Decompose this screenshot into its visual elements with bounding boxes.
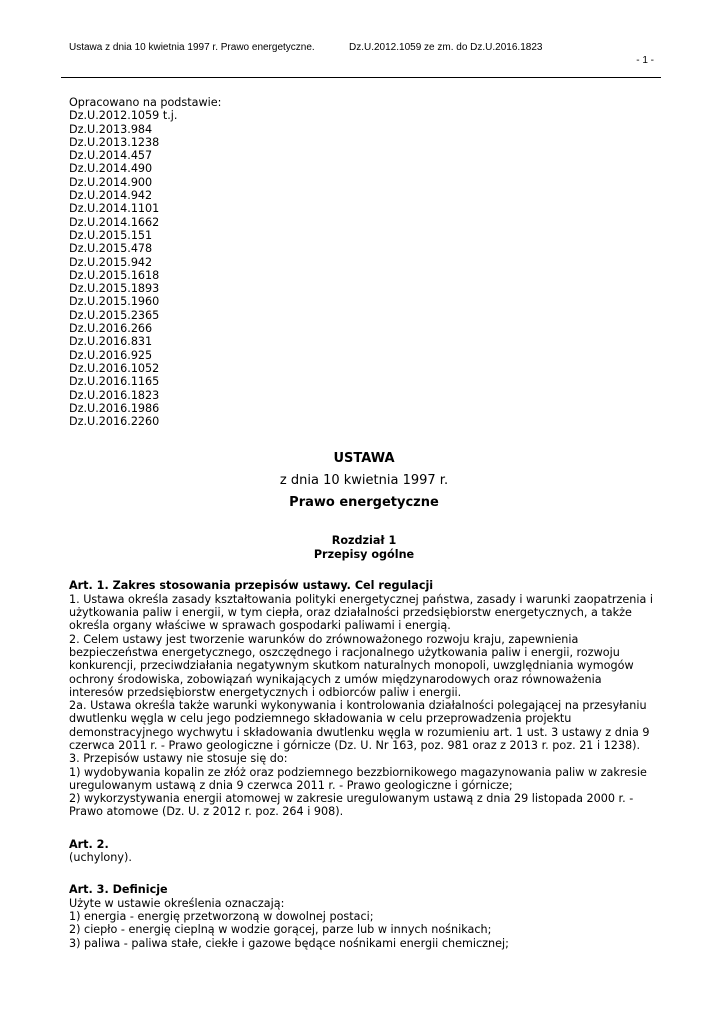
article-point: 1) wydobywania kopalin ze złóż oraz podziemnego bezzbiornikowego magazynowania paliw w zakresie uregulowanym ustawą z dnia 9 czerwca 2011 r. - Prawo geologiczne i górnicze; — [69, 765, 647, 792]
page-number: - 1 - — [636, 55, 654, 66]
header-divider — [61, 77, 661, 78]
article-3 — [69, 883, 659, 949]
source-item: Dz.U.2013.984 — [69, 122, 153, 136]
chapter-heading — [69, 534, 659, 562]
source-item: Dz.U.2015.1893 — [69, 282, 160, 296]
source-item: Dz.U.2014.457 — [69, 149, 153, 163]
header-journal-reference: Dz.U.2012.1059 ze zm. do Dz.U.2016.1823 — [349, 42, 543, 53]
article-paragraph: 2a. Ustawa określa także warunki wykonywania i kontrolowania działalności polegającej na przesyłaniu dwutlenku węgla w celu jego podziemnego składowania w celu przeprowadzenia projektu demonstracyjnego wychwytu i składowania dwutlenku węgla w rozumieniu art. 1 ust. 3 ustawy z dnia 9 czerwca 2011 r. - Prawo geologiczne i górnicze (Dz. U. Nr 163, poz. 981 oraz z 2013 r. poz. 21 i 1238). — [69, 699, 650, 752]
source-item: Dz.U.2014.1101 — [69, 202, 160, 216]
article-paragraph: 2. Celem ustawy jest tworzenie warunków do zrównoważonego rozwoju kraju, zapewnienia bezpieczeństwa energetycznego, oszczędnego i racjonalnego użytkowania paliw i energii, rozwoju konkurencji, przeciwdziałania negatywnym skutkom naturalnych monopoli, uwzględniania wymogów ochrony środowiska, zobowiązań wynikających z umów międzynarodowych oraz równoważenia interesów przedsiębiorstw energetycznych i odbiorców paliw i energii. — [69, 632, 634, 699]
article-paragraph: 1. Ustawa określa zasady kształtowania polityki energetycznej państwa, zasady i warunki zaopatrzenia i użytkowania paliw i energii, w tym ciepła, oraz działalności przedsiębiorstw energetycznych, a także określa organy właściwe w sprawach gospodarki paliwami i energią. — [69, 592, 653, 633]
article-heading: Art. 2. — [69, 837, 109, 851]
source-item: Dz.U.2014.490 — [69, 162, 153, 176]
source-item: Dz.U.2013.1238 — [69, 135, 160, 149]
source-item: Dz.U.2015.478 — [69, 242, 153, 256]
act-type: USTAWA — [333, 451, 395, 467]
source-item: Dz.U.2015.1618 — [69, 268, 160, 282]
source-item: Dz.U.2015.2365 — [69, 308, 160, 322]
source-item: Dz.U.2012.1059 t.j. — [69, 109, 178, 123]
article-paragraph: (uchylony). — [69, 851, 132, 865]
document-body — [69, 96, 659, 950]
article-heading: Art. 3. Definicje — [69, 883, 168, 897]
definition-item: 3) paliwa - paliwa stałe, ciekłe i gazowe będące nośnikami energii chemicznej; — [69, 936, 509, 950]
sources-list — [69, 96, 659, 428]
article-paragraph: Użyte w ustawie określenia oznaczają: — [69, 896, 285, 910]
act-name: Prawo energetyczne — [289, 495, 439, 511]
page-header — [0, 0, 724, 80]
act-title-block — [69, 449, 659, 513]
chapter-name: Przepisy ogólne — [313, 548, 415, 562]
source-item: Dz.U.2016.1823 — [69, 388, 160, 402]
source-item: Dz.U.2015.942 — [69, 255, 153, 269]
source-item: Dz.U.2015.151 — [69, 228, 153, 242]
source-item: Dz.U.2015.1960 — [69, 295, 160, 309]
definition-item: 2) ciepło - energię cieplną w wodzie gorącej, parze lub w innych nośnikach; — [69, 923, 492, 937]
article-1 — [69, 579, 659, 818]
source-item: Dz.U.2016.925 — [69, 348, 153, 362]
source-item: Dz.U.2014.1662 — [69, 215, 160, 229]
source-item: Dz.U.2016.1986 — [69, 401, 160, 415]
source-item: Dz.U.2016.2260 — [69, 415, 160, 429]
source-item: Dz.U.2016.1165 — [69, 375, 160, 389]
sources-intro: Opracowano na podstawie: — [69, 96, 222, 109]
source-item: Dz.U.2014.942 — [69, 189, 153, 203]
article-point: 2) wykorzystywania energii atomowej w zakresie uregulowanym ustawą z dnia 29 listopada 2000 r. - Prawo atomowe (Dz. U. z 2012 r. poz. 264 i 908). — [69, 792, 634, 819]
act-date: z dnia 10 kwietnia 1997 r. — [279, 473, 449, 489]
source-item: Dz.U.2016.266 — [69, 322, 153, 336]
source-item: Dz.U.2016.831 — [69, 335, 153, 349]
header-act-title: Ustawa z dnia 10 kwietnia 1997 r. Prawo energetyczne. — [69, 42, 315, 53]
source-item: Dz.U.2014.900 — [69, 175, 153, 189]
source-item: Dz.U.2016.1052 — [69, 361, 160, 375]
article-paragraph: 3. Przepisów ustawy nie stosuje się do: — [69, 752, 288, 766]
article-heading: Art. 1. Zakres stosowania przepisów ustawy. Cel regulacji — [69, 579, 434, 593]
definition-item: 1) energia - energię przetworzoną w dowolnej postaci; — [69, 909, 374, 923]
chapter-number: Rozdział 1 — [331, 534, 397, 548]
article-2 — [69, 838, 659, 865]
